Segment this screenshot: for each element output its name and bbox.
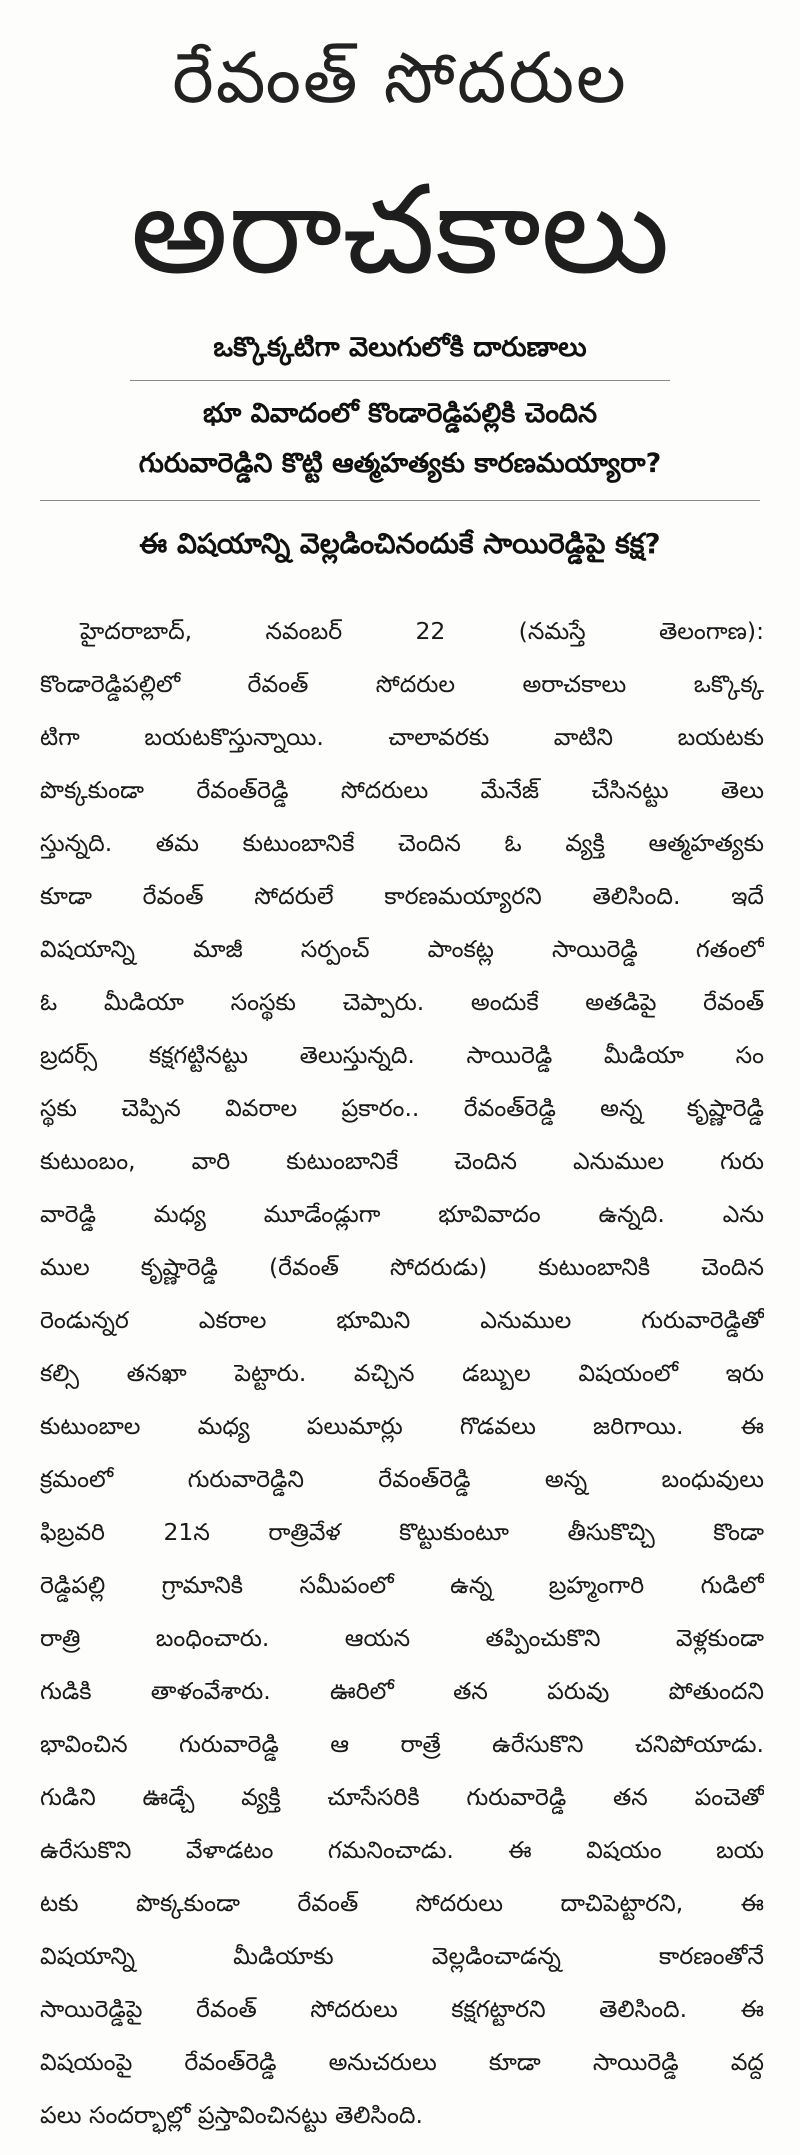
subheading-4: ఈ విషయాన్ని వెల్లడించినందుకే సాయిరెడ్డిపై కక్ష?: [139, 527, 661, 560]
article-line: రాత్రి బంధించారు. ఆయన తప్పించుకొని వెళ్లకుండా: [40, 1624, 764, 1652]
article-line: విషయంపై రేవంత్‌రెడ్డి అనుచరులు కూడా సాయిరెడ్డి వద్ద: [40, 2048, 764, 2076]
article-line: కల్సి తనఖా పెట్టారు. వచ్చిన డబ్బుల విషయంలో ఇరు: [40, 1359, 764, 1387]
article-line: బ్రదర్స్ కక్షగట్టినట్టు తెలుస్తున్నది. సాయిరెడ్డి మీడియా సం: [40, 1041, 764, 1069]
article-line: ఓ మీడియా సంస్థకు చెప్పారు. అందుకే అతడిపై రేవంత్: [40, 988, 764, 1016]
article-line: విషయాన్ని మీడియాకు వెల్లడించాడన్న కారణంతోనే: [40, 1942, 764, 1970]
article-line: గుడికి తాళంవేశారు. ఊరిలో తన పరువు పోతుందని: [40, 1677, 764, 1705]
headline-line-1: రేవంత్ సోదరుల: [172, 37, 628, 119]
article-line: భావించిన గురువారెడ్డి ఆ రాత్రే ఉరేసుకొని చనిపోయాడు.: [40, 1730, 764, 1758]
article-line: స్తున్నది. తమ కుటుంబానికే చెందిన ఓ వ్యక్తి ఆత్మహత్యకు: [40, 829, 764, 857]
article-line: టకు పొక్కకుండా రేవంత్ సోదరులు దాచిపెట్టారని, ఈ: [40, 1889, 764, 1917]
article-line: రెడ్డిపల్లి గ్రామానికి సమీపంలో ఉన్న బ్రహ్మంగారి గుడిలో: [40, 1571, 764, 1599]
divider-2: [40, 500, 760, 501]
article-line: టిగా బయటకొస్తున్నాయి. చాలావరకు వాటిని బయటకు: [40, 723, 764, 751]
article-line: విషయాన్ని మాజీ సర్పంచ్ పాంకట్ల సాయిరెడ్డి గతంలో: [40, 935, 764, 963]
article-line: సాయిరెడ్డిపై రేవంత్ సోదరులు కక్షగట్టారని తెలిసింది. ఈ: [40, 1995, 764, 2023]
article-line: కూడా రేవంత్ సోదరులే కారణమయ్యారని తెలిసింది. ఇదే: [40, 882, 764, 910]
article-line: వారెడ్డి మధ్య మూడేండ్లుగా భూవివాదం ఉన్నది. ఎను: [40, 1200, 764, 1228]
article-line: ఫిబ్రవరి 21న రాత్రివేళ కొట్టుకుంటూ తీసుకొచ్చి కొండా: [40, 1518, 764, 1546]
headline-line-2: అరాచకాలు: [130, 159, 670, 301]
article-line: ముల కృష్ణారెడ్డి (రేవంత్ సోదరుడు) కుటుంబానికి చెందిన: [40, 1253, 764, 1281]
article-body: [40, 605, 764, 2142]
article-line: గుడిని ఊడ్చే వ్యక్తి చూసేసరికి గురువారెడ్డి తన పంచెతో: [40, 1783, 764, 1811]
article-line: కుటుంబాల మధ్య పలుమార్లు గొడవలు జరిగాయి. ఈ: [40, 1412, 764, 1440]
article-line: ఉరేసుకొని వేళాడటం గమనించాడు. ఈ విషయం బయ: [40, 1836, 764, 1864]
subheading-1: ఒక్కొక్కటిగా వెలుగులోకి దారుణాలు: [213, 332, 587, 363]
article-line: స్థకు చెప్పిన వివరాల ప్రకారం.. రేవంత్‌రెడ్డి అన్న కృష్ణారెడ్డి: [40, 1094, 764, 1122]
divider-1: [130, 380, 670, 381]
subheading-2: భూ వివాదంలో కొండారెడ్డిపల్లికి చెందిన: [202, 398, 598, 429]
article-line: కొండారెడ్డిపల్లిలో రేవంత్ సోదరుల అరాచకాలు ఒక్కొక్క: [40, 670, 764, 698]
article-line: పలు సందర్భాల్లో ప్రస్తావించినట్టు తెలిసింది.: [40, 2101, 423, 2129]
article-line: రెండున్నర ఎకరాల భూమిని ఎనుముల గురువారెడ్డితో: [40, 1306, 764, 1334]
article-line: క్రమంలో గురువారెడ్డిని రేవంత్‌రెడ్డి అన్న బంధువులు: [40, 1465, 764, 1493]
article-line: పొక్కకుండా రేవంత్‌రెడ్డి సోదరులు మేనేజ్ చేసినట్టు తెలు: [40, 776, 764, 804]
article-line: కుటుంబం, వారి కుటుంబానికే చెందిన ఎనుముల గురు: [40, 1147, 764, 1175]
subheading-3: గురువారెడ్డిని కొట్టి ఆత్మహత్యకు కారణమయ్యారా?: [138, 448, 662, 479]
article-line: హైదరాబాద్, నవంబర్ 22 (నమస్తే తెలంగాణ):: [80, 617, 764, 645]
